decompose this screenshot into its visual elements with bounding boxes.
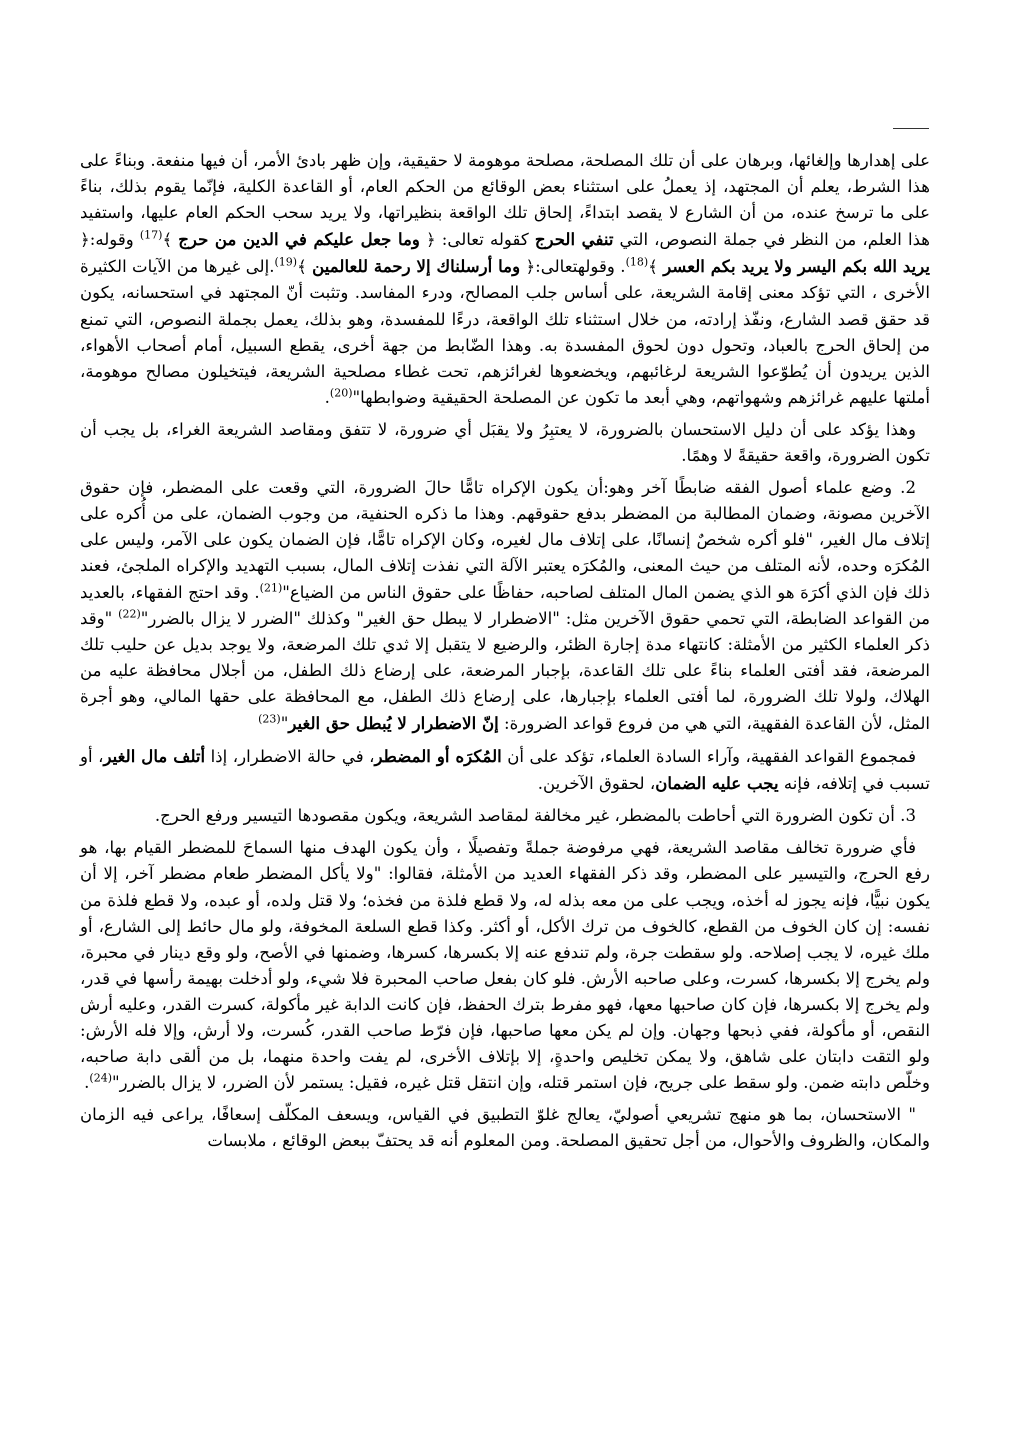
text-run: "	[280, 713, 289, 733]
footnote-ref: (24)	[89, 1071, 113, 1085]
bold-text: إنّ الاضطرار لا يُبطل حق الغير	[288, 712, 499, 733]
paragraph-p7	[80, 1102, 930, 1154]
text-run: وهذا يؤكد على أن دليل الاستحسان بالضرورة، لا يعتبِرُ ولا يقبَل أي ضرورة، لا تتفق ومقاصد الشريعة الغراء، بل يجب أن تكون الضرورة، واقعة حقيقةً لا وهمًا.	[80, 419, 930, 466]
bold-text: وما أرسلناك إلا رحمة للعالمين	[312, 256, 521, 277]
text-run: ﴾	[648, 257, 664, 277]
text-run: .	[324, 387, 330, 407]
text-run: فأي ضرورة تخالف مقاصد الشريعة، فهي مرفوضة جملةً وتفصيلًا ، وأن يكون الهدف منها السماحَ للمضطر القيام بها، هو رفع الحرج، والتيسير على المضطر، وقد ذكر الفقهاء العديد من الأمثلة، فقالوا: "ولا يأكل المضطر طعام مضطر آخر، إلا أن يكون نبيًّا، فإنه يجوز له أخذه، ويجب على من معه بذله له، ولا قطع فلذة من فخذه؛ ولا قتل ولده، أو عبده، ولا قطع فلذة من نفسه: إن كان الخوف من القطع، كالخوف من ترك الأكل، أو أكثر. وكذا قطع السلعة المخوفة، ولو مال حائط إلى الشارع، أو ملك غيره، لا يجب إصلاحه. ولو سقطت جرة، ولم تندفع عنه إلا بكسرها، كسرها، وضمنها في الأصح، ولو وقع دينار في محبرة، ولم يخرج إلا بكسرها، كسرت، وعلى صاحبه الأرش. فلو كان بفعل صاحب المحبرة فلا شيء، ولو أدخلت بهيمة رأسها في قدر، ولم يخرج إلا بكسرها، فإن كان صاحبها معها، فهو مفرط بترك الحفظ، فإن كانت الدابة غير مأكولة، كسرت القدر، وعليه أرش النقص، أو مأكولة، ففي ذبحها وجهان. وإن لم يكن معها صاحبها، فإن فرّط صاحب القدر، كُسرت، ولا أرش، وإلا فله الأرش: ولو التقت دابتان على شاهق، ولا يمكن تخليص واحدةٍ، إلا بإتلاف الأخرى، لم يفت واحدة منهما، بل من ألقى دابة صاحبه، وخلّص دابته ضمن. ولو سقط على جريح، فإن استمر قتله، وإن انتقل قتل غيره، فقيل: يستمر لأن الضرر، لا يزال بالضرر"	[80, 838, 930, 1093]
text-run: ﴾	[297, 257, 313, 277]
bold-text: أتلف مال الغير	[103, 746, 206, 767]
footnote-ref: (18)	[625, 255, 649, 269]
footnote-ref: (23)	[258, 712, 281, 726]
text-run: 3. أن تكون الضرورة التي أحاطت بالمضطر، غير مخالفة لمقاصد الشريعة، ويكون مقصودها التيسير ورفع الحرج.	[154, 806, 916, 826]
text-run: ﴾	[162, 230, 179, 250]
text-run: على إهدارها وإلغائها، وبرهان على أن تلك المصلحة، مصلحة موهومة لا حقيقية، وإن ظهر بادئ الأمر، أن فيها منفعة. وبناءً على هذا الشرط، يعلم أن المجتهد، إذ يعملُ على استثناء بعض الوقائع من الحكم العام، أو القاعدة الكلية، فإنّما يقوم بذلك، بناءً على ما ترسخ عنده، من أن الشارع لا يقصد ابتداءً، إلحاق تلك الواقعة بنظيراتها، ولا يريد سحب الحكم العام عليها، واستفيد هذا العلم، من النظر في جملة النصوص، التي	[80, 151, 931, 250]
footnote-ref: (19)	[274, 255, 298, 269]
footnote-ref: (22)	[118, 607, 141, 621]
footnote-ref: (21)	[259, 580, 283, 594]
footnote-ref: (17)	[139, 228, 163, 242]
body-text	[80, 148, 930, 1160]
footnote-ref: (20)	[329, 386, 353, 400]
text-run: .	[84, 1073, 90, 1093]
text-run: ، لحقوق الآخرين.	[537, 774, 656, 794]
text-run: " الاستحسان، بما هو منهج تشريعي أصوليّ، يعالج غلوّ التطبيق في القياس، ويسعف المكلّف إسعافًا، يراعى فيه الزمان والمكان، والظروف والأحوال، من أجل تحقيق المصلحة. ومن المعلوم أنه قد يحتفّ ببعض الوقائع ، ملابسات	[80, 1105, 930, 1151]
text-run: .إلى غيرها من الآيات الكثيرة الأخرى ، التي تؤكد معنى إقامة الشريعة، على أساس جلب المصالح، ودرء المفاسد. وتثبت أنّ المجتهد في استحسانه، يكون قد حقق قصد الشارع، ونفّذ إرادته، من خلال استثناء تلك الواقعة، درءًا للمفسدة، وهو بذلك، يعمل بجملة النصوص، التي تمنع من إلحاق الحرج بالعباد، وتحول دون لحوق المفسدة به. وهذا الضّابط من جهة أخرى، يقطع السبيل، أمام أصحاب الأهواء، الذين يريدون أن يُطوّعوا الشريعة لرغائبهم، ويخضعوها لغرائزهم، تحت غطاء مصلحية الشريعة، فيتخيلون مصالح موهومة، أملتها عليهم غرائزهم وشهواتهم، وهي أبعد ما تكون عن المصلحة الحقيقية وضوابطها"	[80, 257, 931, 407]
text-run: . وقد احتج الفقهاء، بالعديد من القواعد الضابطة، التي تحمي حقوق الآخرين مثل: "الاضطرار لا يبطل حق الغير" وكذلك "الضرر لا يزال بالضرر"	[80, 582, 930, 628]
bold-text: يجب عليه الضمان	[655, 773, 779, 794]
header-rule	[893, 128, 929, 129]
text-run: ، أو تسبب في إتلافه، فإنه	[80, 747, 930, 794]
bold-text: يريد الله بكم اليسر ولا يريد بكم العسر	[663, 256, 930, 277]
paragraph-p2	[80, 417, 930, 469]
text-run: فمجموع القواعد الفقهية، وآراء السادة العلماء، تؤكد على أن	[501, 747, 917, 767]
text-run: ، في حالة الاضطرار، إذا	[205, 747, 375, 767]
bold-text: تنفي الحرج	[534, 229, 614, 250]
text-run: . وقولهتعالى:﴿	[520, 257, 626, 277]
bold-text: المُكرَه أو المضطر	[374, 746, 502, 767]
text-run: كقوله تعالى: ﴿	[419, 230, 535, 250]
text-run: 2. وضع علماء أصول الفقه ضابطًا آخر وهو:أن يكون الإكراه تامًّا حالَ الضرورة، التي وقعت على المضطر، فإن حقوق الآخرين مصونة، وضمان المطالبة من المضطر بدفع حقوقهم. وهذا ما ذكره الحنفية، من وجوب الضمان، على من أُكره على إتلاف مال الغير، "فلو أكره شخصٌ إنسانًا، على إتلاف مال لغيره، وكان الإكراه تامًّا، فإن الضمان يكون على الآمر، وليس على المُكرَه وحده، لأنه المتلف من حيث المعنى، والمُكرَه يعتبر الآلة التي نفذت إتلاف المال، بسبب التهديد والإكراه الملجئ، فعند ذلك فإن الذي أكرَهَ هو الذي يضمن المال المتلف لصاحبه، حفاظًا على حقوق الناس من الضياع"	[80, 478, 930, 602]
paragraph-p6	[80, 835, 930, 1096]
paragraph-p1	[80, 148, 930, 411]
paragraph-p4	[80, 743, 930, 797]
text-run: وقوله:﴿	[80, 230, 140, 250]
bold-text: وما جعل عليكم في الدين من حرج	[178, 229, 420, 250]
paragraph-p3	[80, 475, 930, 737]
text-run: "وقد ذكر العلماء الكثير من الأمثلة: كانتهاء مدة إجارة الظئر، والرضيع لا يتقبل إلا ثدي تلك المرضعة، ولا يوجد بديل عن حليب تلك المرضعة، فقد أفتى العلماء بناءً على تلك القاعدة، بإجبار المرضعة، على إرضاع ذلك الطفل، من أجلال محافظة عليه من الهلاك، ولولا تلك الضرورة، لما أفتى العلماء بإجبارها، على إرضاع ذلك الطفل، مع المحافظة على حقها المالي، وهو أجرة المثل، لأن القاعدة الفقهية، التي هي من فروع قواعد الضرورة:	[80, 608, 930, 733]
paragraph-p5	[80, 803, 930, 829]
